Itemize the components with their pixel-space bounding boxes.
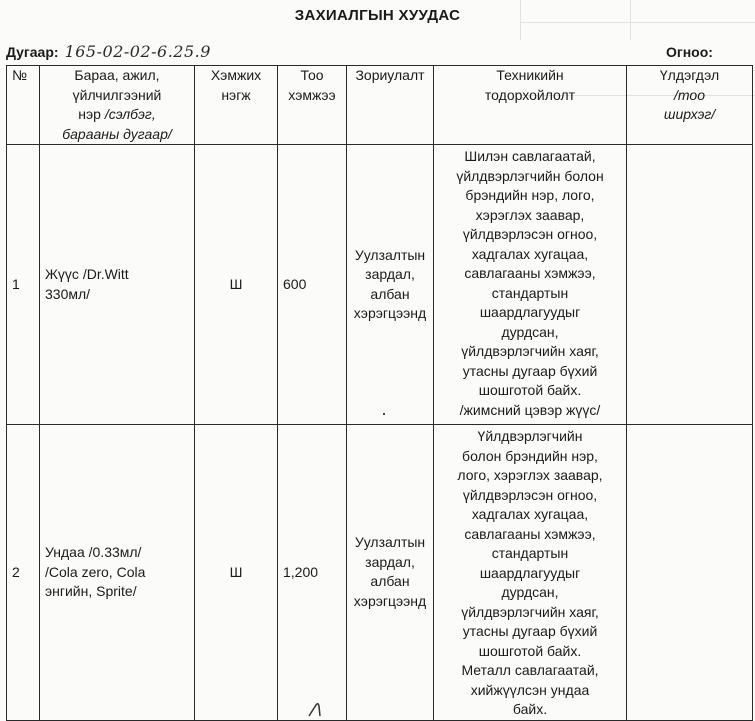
row-purpose: Уулзалтын зардал, албан хэрэгцээнд: [347, 425, 434, 721]
row-item: Жүүс /Dr.Witt 330мл/: [40, 145, 195, 425]
header-qty: Тоо хэмжээ: [278, 66, 347, 145]
stray-mark: [383, 413, 385, 415]
row-no: 2: [7, 425, 40, 721]
row-tech-spec: Үйлдвэрлэгчийн болон брэндийн нэр, лого, хэрэглэх заавар, үйлдвэрлэсэн огноо, хадгалах хугацаа, савлагааны хэмжээ, стандартын шаардлагуудыг дурдсан, үйлдвэрлэгчийн хаяг, утасны дугаар бүхий шошготой байх. Металл савлагаатай, хийжүүлсэн ундаа байх.: [434, 425, 627, 721]
order-table: [6, 65, 753, 721]
row-no: 1: [7, 145, 40, 425]
order-number-label: Дугаар:: [6, 44, 59, 60]
row-leftover: [627, 145, 753, 425]
table-row: [7, 425, 753, 721]
order-number-value: 165-02-02-6.25.9: [64, 42, 211, 61]
header-row: [7, 66, 753, 145]
row-qty: 600: [278, 145, 347, 425]
header-tech: Техникийн тодорхойлолт: [434, 66, 627, 145]
header-no: №: [7, 66, 40, 145]
row-unit: Ш: [195, 425, 278, 721]
date-label: Огноо:: [666, 44, 713, 60]
pen-mark: [307, 701, 327, 717]
row-leftover: [627, 425, 753, 721]
row-item: Ундаа /0.33мл/ /Cola zero, Cola энгийн, Sprite/: [40, 425, 195, 721]
row-tech-spec: Шилэн савлагаатай, үйлдвэрлэгчийн болон брэндийн нэр, лого, хэрэглэх заавар, үйлдвэрлэсэн огноо, хадгалах хугацаа, савлагааны хэмжээ, стандартын шаардлагуудыг дурдсан, үйлдвэрлэгчийн хаяг, утасны дугаар бүхий шошготой байх. /жимсний цэвэр жүүс/: [434, 145, 627, 425]
header-leftover: Үлдэгдэл /тоо ширхэг/: [627, 66, 753, 145]
order-number: [6, 42, 211, 61]
row-unit: Ш: [195, 145, 278, 425]
header-purpose: Зориулалт: [347, 66, 434, 145]
row-purpose: Уулзалтын зардал, албан хэрэгцээнд: [347, 145, 434, 425]
table-row: [7, 145, 753, 425]
row-qty: 1,200: [278, 425, 347, 721]
header-unit: Хэмжих нэгж: [195, 66, 278, 145]
page-title: ЗАХИАЛГЫН ХУУДАС: [294, 7, 461, 24]
header-item: Бараа, ажил, үйлчилгээний нэр /сэлбэг, барааны дугаар/: [40, 66, 195, 145]
